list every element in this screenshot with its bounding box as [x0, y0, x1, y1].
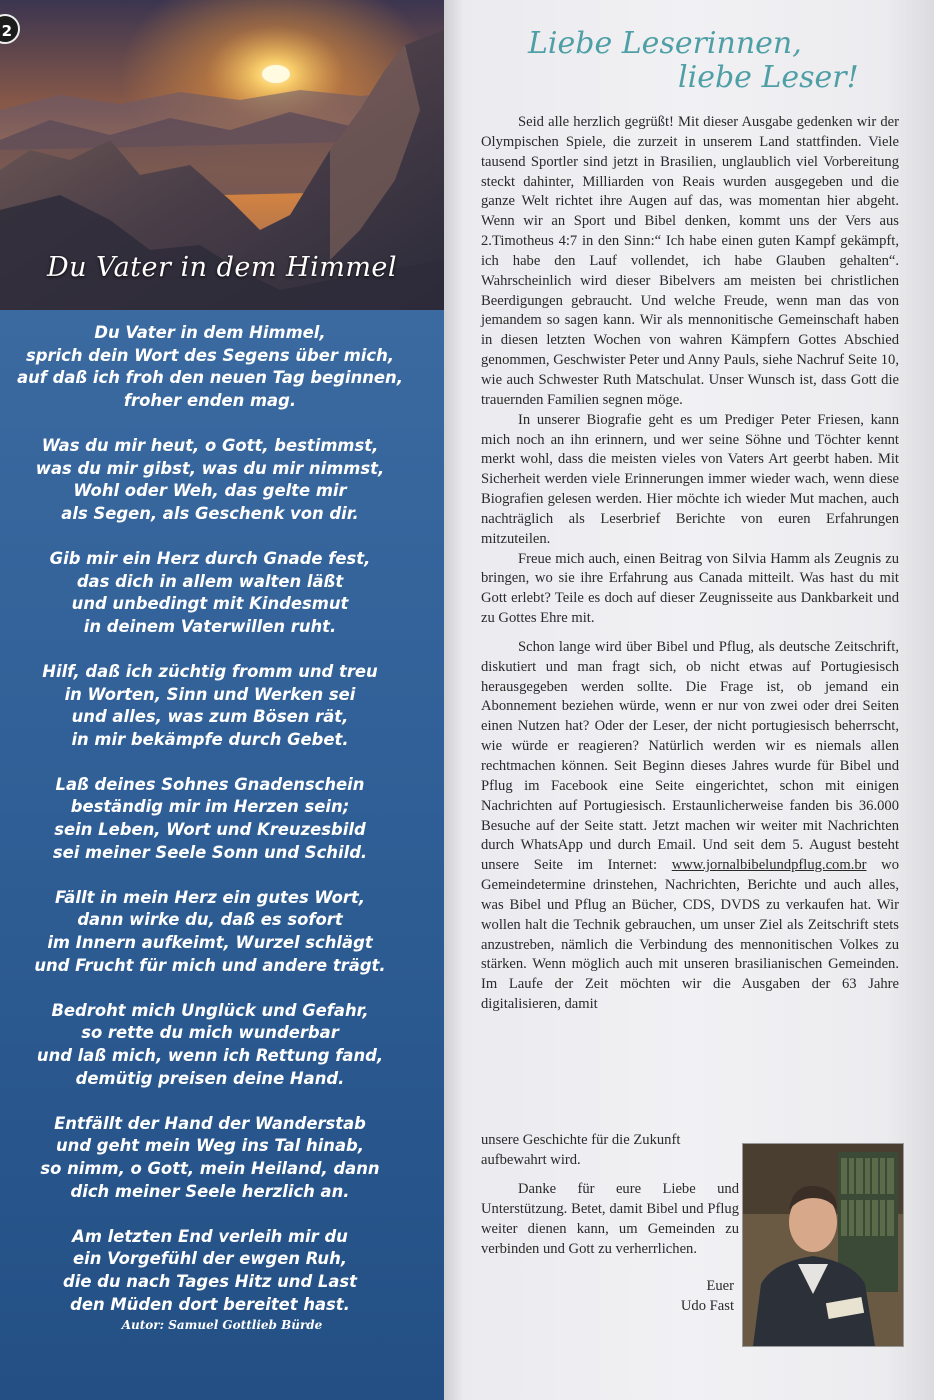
- poem-line: in mir bekämpfe durch Gebet.: [71, 729, 349, 749]
- poem-stanza: [0, 887, 420, 977]
- poem-stanza: [0, 774, 420, 864]
- website-link[interactable]: www.jornalbibelundpflug.com.br: [671, 857, 867, 874]
- editorial-column: [444, 0, 934, 1400]
- poem-line: Was du mir heut, o Gott, bestimmst,: [41, 435, 379, 455]
- closing-paragraph: [481, 1180, 739, 1259]
- poem-line: als Segen, als Geschenk von dir.: [61, 503, 359, 523]
- poem-line: und geht mein Weg ins Tal hinab,: [56, 1136, 364, 1156]
- poem-line: und unbedingt mit Kindesmut: [71, 594, 349, 614]
- poem-line: im Innern aufkeimt, Wurzel schlägt: [47, 933, 373, 953]
- letter-heading-line1: Liebe Leserinnen,: [528, 26, 802, 61]
- paragraph-biography: In unserer Biografie geht es um Prediger Peter Friesen, kann mich noch an ihn erinnern, und wer seine Söhne und Töchter kennt merkt wohl, dass die meisten vieles von Vaters Art geerbt haben. Mit Sicherheit werden viele Erinnerungen immer wieder wach, wenn diese Biografien gelesen werden. Hier möchte ich wieder Mut machen, auch nachträglich als Leserbrief Berichte von euren Erfahrungen mitzuteilen.: [481, 411, 899, 547]
- poem-text: [0, 322, 420, 1339]
- signature-name: Udo Fast: [680, 1298, 734, 1314]
- poem-line: in Worten, Sinn und Werken sei: [64, 684, 356, 704]
- paragraph-testimony: Freue mich auch, einen Beitrag von Silvia Hamm als Zeugnis zu bringen, wo sie ihre Erfahrung aus Canada mitteilt. Was hast du mit Gott erlebt? Teile es doch auf dieser Zeugnisseite aus Dankbarkeit und zu Gottes Ehre mit.: [481, 550, 899, 627]
- poem-line: dann wirke du, daß es sofort: [77, 910, 343, 930]
- poem-line: und alles, was zum Bösen rät,: [71, 707, 349, 727]
- poem-author: Autor: Samuel Gottlieb Bürde: [121, 1318, 323, 1332]
- poem-line: Laß deines Sohnes Gnadenschein: [55, 774, 365, 794]
- poem-stanza: [0, 1226, 420, 1316]
- poem-line: dich meiner Seele herzlich an.: [70, 1181, 350, 1201]
- poem-line: den Müden dort bereitet hast.: [70, 1294, 350, 1314]
- poem-line: und laß mich, wenn ich Rettung fand,: [36, 1046, 384, 1065]
- poem-line: Bedroht mich Unglück und Gefahr,: [51, 1000, 369, 1020]
- poem-line: so rette du mich wunderbar: [81, 1023, 339, 1043]
- poem-line: Fällt in mein Herz ein gutes Wort,: [54, 887, 365, 907]
- poem-stanza: [0, 1000, 420, 1090]
- poem-line: Am letzten End verleih mir du: [72, 1226, 348, 1246]
- page-number-badge: 2: [0, 14, 20, 44]
- poem-stanza: [0, 1113, 420, 1203]
- poem-line: die du nach Tages Hitz und Last: [63, 1271, 357, 1291]
- poem-line: so nimm, o Gott, mein Heiland, dann: [40, 1158, 380, 1178]
- poem-line: froher enden mag.: [123, 390, 297, 410]
- letter-body: [481, 113, 899, 1015]
- poem-line: sein Leben, Wort und Kreuzesbild: [54, 820, 366, 840]
- poem-stanza: [0, 661, 420, 751]
- poem-line: demütig preisen deine Hand.: [75, 1068, 345, 1088]
- poem-line: ein Vorgefühl der ewgen Ruh,: [73, 1249, 347, 1269]
- poem-stanza: [0, 548, 420, 638]
- letter-heading-line2: liebe Leser!: [678, 60, 859, 95]
- paragraph-media-end: unsere Geschichte für die Zukunft aufbewahrt wird.: [481, 1132, 681, 1168]
- poem-line: und Frucht für mich und andere trägt.: [34, 955, 386, 975]
- thanks-text: Danke für eure Liebe und Unterstützung. Betet, damit Bibel und Pflug weiter dienen kann, um Gemeinden zu verbinden und Gott zu verherrlichen.: [481, 1181, 739, 1257]
- photo-title: Du Vater in dem Himmel: [46, 252, 398, 283]
- paragraph-media: [481, 638, 899, 1015]
- paragraph-olympics: Seid alle herzlich gegrüßt! Mit dieser Ausgabe gedenken wir der Olympischen Spiele, die zurzeit in unserem Land stattfinden. Viele tausend Sportler sind jetzt in Brasilien, unglaublich viel Vorbereitung steckt dahinter, Milliarden von Reais wurden ausgegeben und die ganze Welt richtet ihre Augen auf das, was momentan hier abgeht. Wenn wir an Sport und Bibel denken, kommt uns der Vers aus 2.Timotheus 4:7 in den Sinn:“ Ich habe einen guten Kampf gekämpft, ich habe den Lauf vollendet, ich habe Glauben gehalten“. Wahrscheinlich wird dieser Bibelvers am meisten bei christlichen Beerdigungen gebraucht. Und welche Freude, wenn man das von jemandem so sagen kann. Wir als mennonitische Gemeinschaft haben in diesen letzten Wochen von wahren Kämpfern Gottes Abschied genommen, Geschwister Peter und Anny Pauls, siehe Nachruf Seite 10, wie auch Schwester Ruth Matschulat. Unser Wunsch ist, dass Gott die trauernden Familien segnen möge.: [481, 114, 899, 408]
- poem-line: Du Vater in dem Himmel,: [94, 323, 326, 342]
- poem-column: [0, 0, 444, 1400]
- poem-stanza: [0, 322, 420, 412]
- poem-line: was du mir gibst, was du mir nimmst,: [35, 458, 385, 478]
- poem-line: Hilf, daß ich züchtig fromm und treu: [42, 661, 378, 681]
- author-portrait-photo: [742, 1143, 904, 1347]
- poem-line: Gib mir ein Herz durch Gnade fest,: [49, 548, 371, 568]
- paragraph-media-a: Schon lange wird über Bibel und Pflug, als deutsche Zeitschrift, diskutiert und man fragt sich, ob nicht etwas auf Portugiesisch herausgegeben werden sollte. Die Frage ist, ob jemand ein Abonnement beziehen würde, wenn er nur von zwei oder drei Seiten einen Nutzen hat? Oder der Leser, der nicht portugiesisch beherrscht, wie würde er reagieren? Natürlich werden wir es niemals allen rechtmachen können. Seit Beginn dieses Jahres wurde für Bibel und Pflug im Facebook eine Seite eingerichtet, schon mit einigen Nachrichten auf Portugiesisch. Erstaunlicherweise fanden bis 36.000 Besuche auf der Seite statt. Jetzt machen wir weiter mit Nachrichten durch WhatsApp und durch Email. Und seit dem 5. August besteht unsere Seite im Internet:: [481, 638, 899, 874]
- poem-line: beständig mir im Herzen sein;: [70, 797, 350, 817]
- sign-off: Euer: [706, 1278, 734, 1294]
- poem-line: sprich dein Wort des Segens über mich,: [25, 345, 395, 365]
- poem-line: Wohl oder Weh, das gelte mir: [73, 481, 347, 501]
- poem-line: das dich in allem walten läßt: [76, 571, 344, 591]
- poem-line: sei meiner Seele Sonn und Schild.: [52, 842, 368, 862]
- poem-line: in deinem Vaterwillen ruht.: [83, 616, 337, 636]
- poem-stanza: [0, 435, 420, 525]
- poem-line: Entfällt der Hand der Wanderstab: [54, 1113, 366, 1133]
- paragraph-media-b: wo Gemeindetermine drinstehen, Nachrichten, Berichte und auch alles, was Bibel und Pflug an Bücher, CDS, DVDS zu verkaufen hat. Wir wollen halt die Technik gebrauchen, um unser Ziel als Zeitschrift stets anzustreben, nämlich die Verbindung des mennonitischen Volkes zu stärken. Wenn möglich auch mit unseren brasilianischen Gemeinden. Im Laufe der Zeit möchten wir die Ausgaben der 63 Jahre digitalisieren, damit: [481, 857, 899, 1013]
- poem-line: auf daß ich froh den neuen Tag beginnen,: [17, 368, 403, 388]
- mountain-sunrise-photo: [0, 0, 444, 310]
